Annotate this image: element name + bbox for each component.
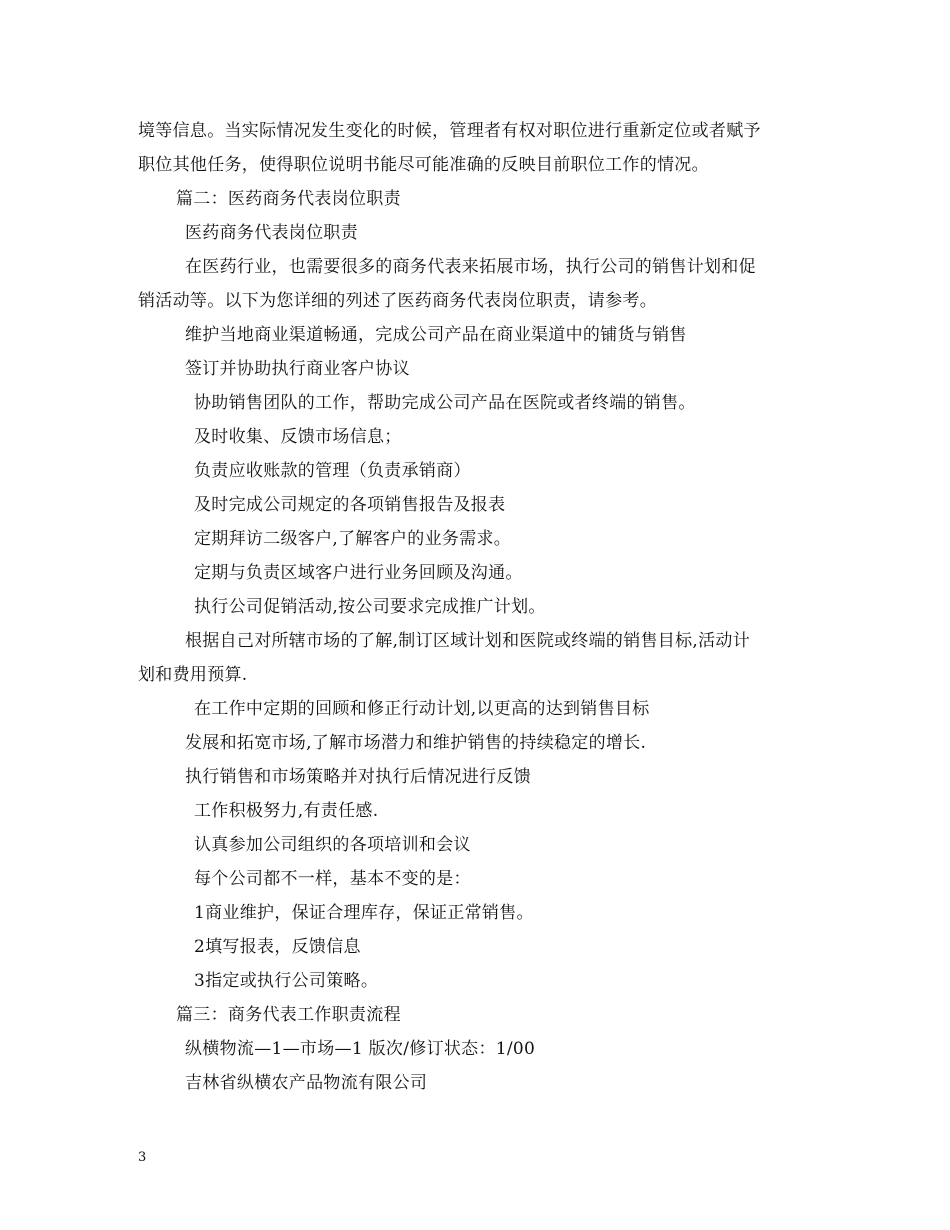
list-item: 负责应收账款的管理（负责承销商） <box>194 461 471 481</box>
list-item: 及时完成公司规定的各项销售报告及报表 <box>194 495 506 515</box>
section-heading: 篇三：商务代表工作职责流程 <box>176 1005 401 1025</box>
list-item: 发展和拓宽市场,了解市场潜力和维护销售的持续稳定的增长. <box>185 733 647 753</box>
section-title: 医药商务代表岗位职责 <box>185 223 358 243</box>
list-item: 协助销售团队的工作，帮助完成公司产品在医院或者终端的销售。 <box>194 393 696 413</box>
list-item: 工作积极努力,有责任感. <box>194 801 379 821</box>
list-item: 认真参加公司组织的各项培训和会议 <box>194 835 471 855</box>
numbered-item: 1商业维护，保证合理库存，保证正常销售。 <box>194 903 534 923</box>
list-item: 签订并协助执行商业客户协议 <box>185 359 410 379</box>
page-number: 3 <box>138 1150 147 1165</box>
paragraph-line: 境等信息。当实际情况发生变化的时候，管理者有权对职位进行重新定位或者赋予 <box>138 121 761 141</box>
numbered-item: 2填写报表，反馈信息 <box>194 937 361 957</box>
paragraph-line: 销活动等。以下为您详细的列述了医药商务代表岗位职责，请参考。 <box>138 291 657 311</box>
document-code-line: 纵横物流—1—市场—1 版次/修订状态：1/00 <box>185 1039 536 1059</box>
paragraph-line: 划和费用预算. <box>138 665 248 685</box>
list-item: 维护当地商业渠道畅通，完成公司产品在商业渠道中的铺货与销售 <box>185 325 687 345</box>
list-item: 每个公司都不一样，基本不变的是： <box>194 869 471 889</box>
list-item: 在工作中定期的回顾和修正行动计划,以更高的达到销售目标 <box>194 699 650 719</box>
section-heading: 篇二：医药商务代表岗位职责 <box>176 189 401 209</box>
list-item: 及时收集、反馈市场信息； <box>194 427 402 447</box>
list-item: 执行销售和市场策略并对执行后情况进行反馈 <box>185 767 531 787</box>
company-name: 吉林省纵横农产品物流有限公司 <box>185 1073 428 1093</box>
list-item: 定期与负责区域客户进行业务回顾及沟通。 <box>194 563 523 583</box>
numbered-item: 3指定或执行公司策略。 <box>194 971 379 991</box>
list-item: 执行公司促销活动,按公司要求完成推广计划。 <box>194 597 546 617</box>
list-item: 定期拜访二级客户,了解客户的业务需求。 <box>194 529 512 549</box>
paragraph-line: 职位其他任务，使得职位说明书能尽可能准确的反映目前职位工作的情况。 <box>138 155 709 175</box>
paragraph-line: 在医药行业，也需要很多的商务代表来拓展市场，执行公司的销售计划和促 <box>185 257 756 277</box>
paragraph-line: 根据自己对所辖市场的了解,制订区域计划和医院或终端的销售目标,活动计 <box>185 631 751 651</box>
